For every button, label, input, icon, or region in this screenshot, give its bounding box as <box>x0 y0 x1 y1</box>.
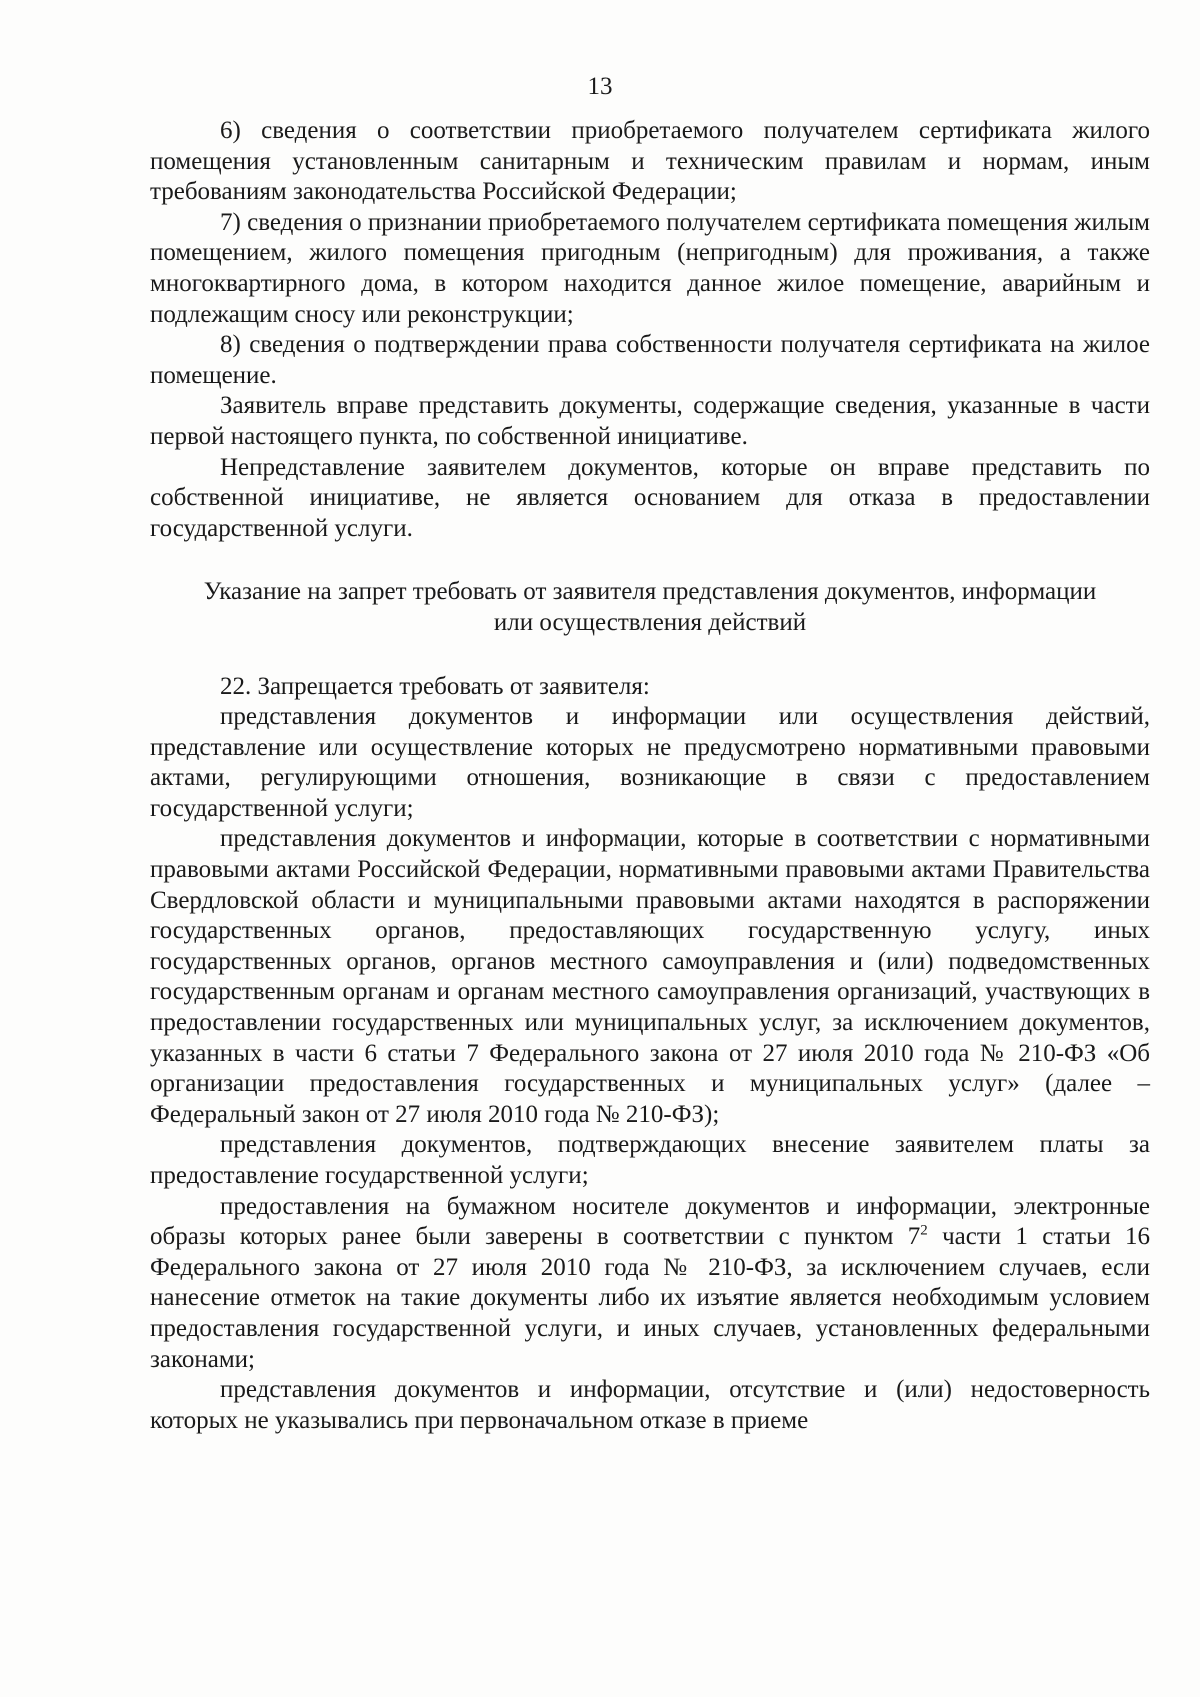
spacer <box>150 639 1150 672</box>
paragraph-prohibition-2: представления документов и информации, которые в соответствии с нормативными правовыми актами Российской Федерации, нормативными правовыми актами Правительства Свердловской области и муниципальными правовыми актами находятся в распоряжении государственных органов, предоставляющих государственную услугу, иных государственных органов, органов местного самоуправления и (или) подведомственных государственным органам и органам местного самоуправления организаций, участвующих в предоставлении государственных или муниципальных услуг, за исключением документов, указанных в части 6 статьи 7 Федерального закона от 27 июля 2010 года № 210-ФЗ «Об организации предоставления государственных и муниципальных услуг» (далее – Федеральный закон от 27 июля 2010 года № 210-ФЗ); <box>150 825 1150 1128</box>
spacer <box>150 544 1150 577</box>
paragraph-prohibition-4 <box>150 1192 1150 1376</box>
document-body <box>150 116 1150 1436</box>
section-heading: Указание на запрет требовать от заявителя представления документов, информации или осуществления действий <box>203 578 1097 636</box>
paragraph-non-submission: Непредставление заявителем документов, которые он вправе представить по собственной инициативе, не является основанием для отказа в предоставлении государственной услуги. <box>150 453 1150 542</box>
paragraph-applicant-right: Заявитель вправе представить документы, содержащие сведения, указанные в части первой настоящего пункта, по собственной инициативе. <box>150 392 1150 450</box>
paragraph-clause-22: 22. Запрещается требовать от заявителя: <box>220 672 650 700</box>
paragraph-text: части 1 статьи 16 Федерального закона от 27 июля 2010 года № 210-ФЗ, за исключением случаев, если нанесение отметок на такие документы либо их изъятие является необходимым условием предоставления государственной услуги, и иных случаев, установленных федеральными законами; <box>150 1223 1151 1373</box>
paragraph-item-6: 6) сведения о соответствии приобретаемого получателем сертификата жилого помещения установленным санитарным и техническим правилам и нормам, иным требованиям законодательства Российской Федерации; <box>150 117 1150 206</box>
paragraph-item-7: 7) сведения о признании приобретаемого получателем сертификата помещения жилым помещением, жилого помещения пригодным (непригодным) для проживания, а также многоквартирного дома, в котором находится данное жилое помещение, аварийным и подлежащим сносу или реконструкции; <box>150 208 1150 328</box>
paragraph-prohibition-1: представления документов и информации или осуществления действий, представление или осуществление которых не предусмотрено нормативными правовыми актами, регулирующими отношения, возникающие в связи с предоставлением государственной услуги; <box>150 703 1150 822</box>
paragraph-prohibition-3: представления документов, подтверждающих внесение заявителем платы за предоставление государственной услуги; <box>150 1131 1150 1189</box>
paragraph-prohibition-5: представления документов и информации, отсутствие и (или) недостоверность которых не указывались при первоначальном отказе в приеме <box>150 1376 1150 1434</box>
paragraph-text: предоставления на бумажном носителе документов и информации, электронные образы которых ранее были заверены в соответствии с пунктом 7 <box>150 1192 1150 1251</box>
superscript: 2 <box>920 1222 928 1239</box>
page-number: 13 <box>587 73 613 100</box>
paragraph-item-8: 8) сведения о подтверждении права собственности получателя сертификата на жилое помещение. <box>150 331 1150 389</box>
